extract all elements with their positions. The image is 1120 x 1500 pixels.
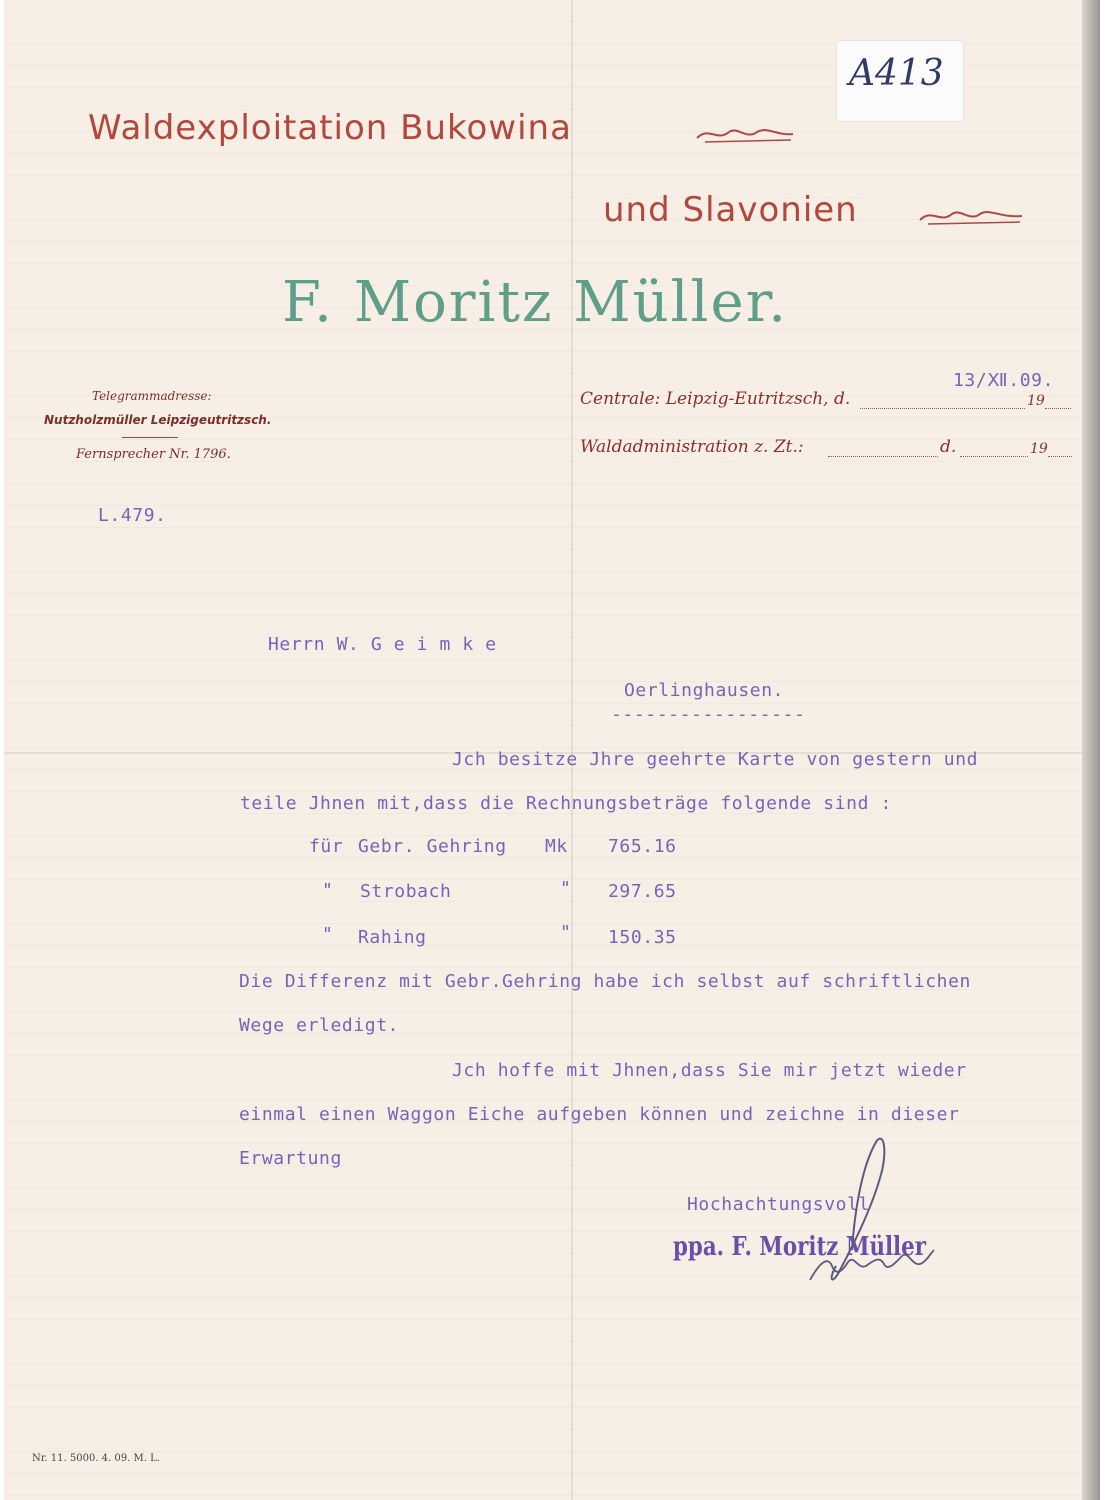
handwritten-signature — [780, 1130, 960, 1300]
reference-number: L.479. — [98, 505, 167, 526]
waldadministration-date-line — [960, 456, 1028, 457]
waldadministration-d: d. — [940, 437, 957, 457]
paragraph-3-line-1: Jch hoffe mit Jhnen,dass Sie mir jetzt wieder — [452, 1060, 967, 1081]
item-amount: 297.65 — [608, 881, 677, 902]
centrale-date-line — [860, 408, 1025, 409]
item-currency: " — [560, 922, 572, 943]
waldadministration-year-line — [1048, 456, 1072, 457]
item-currency: Mk — [545, 836, 568, 857]
recipient-city: Oerlinghausen. — [624, 680, 785, 701]
recipient-city-underline: ----------------- — [611, 704, 806, 725]
recipient-name: Herrn W. G e i m k e — [268, 634, 497, 655]
letterhead-line-1: Waldexploitation Bukowina — [88, 108, 572, 148]
waldadministration-label: Waldadministration z. Zt.: — [580, 437, 804, 457]
item-currency: " — [560, 878, 572, 899]
centrale-year: 19 — [1027, 393, 1045, 409]
flourish-ornament-1 — [695, 122, 795, 146]
item-prefix: " — [322, 924, 334, 945]
paragraph-1-line-2: teile Jhnen mit,dass die Rechnungsbeträge folgende sind : — [240, 793, 892, 814]
phone-number: Fernsprecher Nr. 1796. — [76, 447, 231, 462]
print-note: Nr. 11. 5000. 4. 09. M. L. — [32, 1453, 160, 1464]
company-stamp: ppa. F. Moritz Müller — [673, 1232, 926, 1262]
telegram-address: Nutzholzmüller Leipzigeutritzsch. — [44, 413, 272, 427]
item-name: Rahing — [358, 927, 427, 948]
letterhead-divider — [122, 437, 178, 438]
paragraph-1-line-1: Jch besitze Jhre geehrte Karte von gestern und — [452, 749, 979, 770]
item-prefix: " — [322, 880, 334, 901]
item-amount: 765.16 — [608, 836, 677, 857]
page-edge-shadow — [1082, 0, 1100, 1500]
paragraph-2-line-1: Die Differenz mit Gebr.Gehring habe ich selbst auf schriftlichen — [239, 971, 971, 992]
centrale-year-line — [1045, 408, 1071, 409]
archive-note-text: A413 — [849, 53, 944, 94]
waldadministration-year: 19 — [1030, 441, 1048, 457]
letterhead-line-2: und Slavonien — [603, 190, 858, 230]
company-name: F. Moritz Müller. — [282, 270, 789, 335]
archive-note-label — [836, 40, 964, 122]
centrale-label: Centrale: Leipzig-Eutritzsch, d. — [580, 389, 851, 409]
paragraph-3-line-2: einmal einen Waggon Eiche aufgeben können und zeichne in dieser — [239, 1104, 960, 1125]
letter-date: 13/Ⅻ.09. — [953, 370, 1055, 391]
closing-phrase: Hochachtungsvoll — [687, 1194, 870, 1215]
item-name: Strobach — [360, 881, 452, 902]
paragraph-2-line-2: Wege erledigt. — [239, 1015, 400, 1036]
paragraph-3-line-3: Erwartung — [239, 1148, 342, 1169]
item-name: Gebr. Gehring — [358, 836, 507, 857]
waldadministration-place-line — [828, 456, 938, 457]
item-prefix: für — [309, 836, 344, 857]
telegram-label: Telegrammadresse: — [92, 389, 212, 403]
item-amount: 150.35 — [608, 927, 677, 948]
flourish-ornament-2 — [918, 204, 1024, 228]
